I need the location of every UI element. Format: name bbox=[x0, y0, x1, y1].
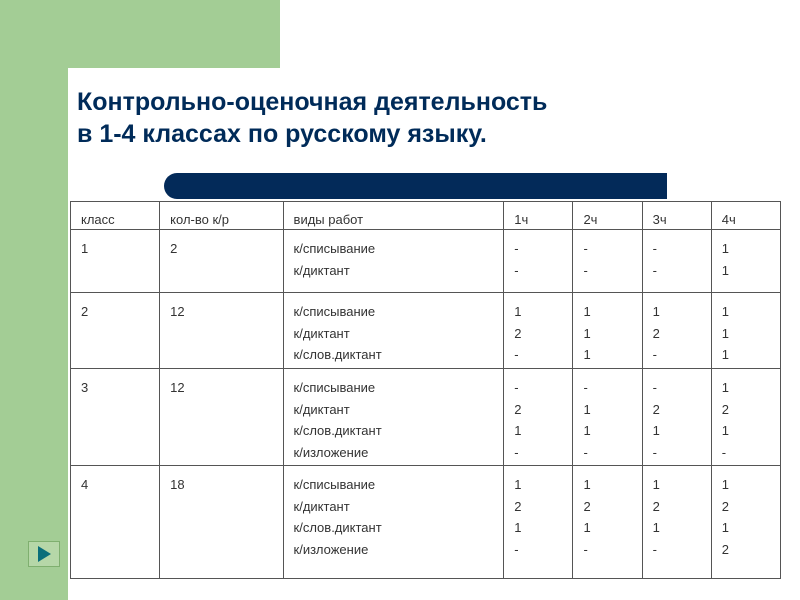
cell-q4: 1 1 1 bbox=[711, 293, 780, 369]
header-cell-types: виды работ bbox=[283, 202, 504, 230]
cell-q3: - - bbox=[642, 230, 711, 293]
play-next-icon bbox=[38, 546, 51, 562]
slide-title-line-2: в 1-4 классах по русскому языку. bbox=[77, 120, 487, 148]
header-cell-q1: 1ч bbox=[504, 202, 573, 230]
cell-count: 12 bbox=[160, 293, 283, 369]
decorative-green-top bbox=[0, 0, 280, 68]
table-header-row bbox=[71, 202, 781, 230]
cell-types: к/списывание к/диктант к/слов.диктант к/изложение bbox=[283, 369, 504, 466]
cell-q4: 1 2 1 2 bbox=[711, 466, 780, 579]
table-row bbox=[71, 230, 781, 293]
cell-q4: 1 2 1 - bbox=[711, 369, 780, 466]
next-slide-button[interactable] bbox=[28, 541, 60, 567]
table-row bbox=[71, 466, 781, 579]
slide-title-line-1: Контрольно-оценочная деятельность bbox=[77, 88, 548, 116]
table-row bbox=[71, 369, 781, 466]
header-cell-class: класс bbox=[71, 202, 160, 230]
grades-table bbox=[70, 201, 781, 579]
cell-q1: 1 2 - bbox=[504, 293, 573, 369]
cell-class: 2 bbox=[71, 293, 160, 369]
cell-types: к/списывание к/диктант к/слов.диктант bbox=[283, 293, 504, 369]
cell-class: 1 bbox=[71, 230, 160, 293]
cell-q1: - 2 1 - bbox=[504, 369, 573, 466]
cell-q4: 1 1 bbox=[711, 230, 780, 293]
cell-q3: - 2 1 - bbox=[642, 369, 711, 466]
cell-q2: - 1 1 - bbox=[573, 369, 642, 466]
cell-types: к/списывание к/диктант bbox=[283, 230, 504, 293]
cell-count: 2 bbox=[160, 230, 283, 293]
cell-class: 3 bbox=[71, 369, 160, 466]
cell-q2: 1 1 1 bbox=[573, 293, 642, 369]
cell-q2: - - bbox=[573, 230, 642, 293]
cell-q2: 1 2 1 - bbox=[573, 466, 642, 579]
slide-title bbox=[77, 86, 697, 150]
cell-q3: 1 2 - bbox=[642, 293, 711, 369]
cell-q1: - - bbox=[504, 230, 573, 293]
cell-q1: 1 2 1 - bbox=[504, 466, 573, 579]
decorative-title-bar bbox=[164, 173, 667, 199]
cell-types: к/списывание к/диктант к/слов.диктант к/изложение bbox=[283, 466, 504, 579]
header-cell-q2: 2ч bbox=[573, 202, 642, 230]
cell-count: 18 bbox=[160, 466, 283, 579]
table-row bbox=[71, 293, 781, 369]
header-cell-q3: 3ч bbox=[642, 202, 711, 230]
header-cell-q4: 4ч bbox=[711, 202, 780, 230]
header-cell-count: кол-во к/р bbox=[160, 202, 283, 230]
cell-q3: 1 2 1 - bbox=[642, 466, 711, 579]
decorative-green-side bbox=[0, 0, 68, 600]
cell-count: 12 bbox=[160, 369, 283, 466]
cell-class: 4 bbox=[71, 466, 160, 579]
